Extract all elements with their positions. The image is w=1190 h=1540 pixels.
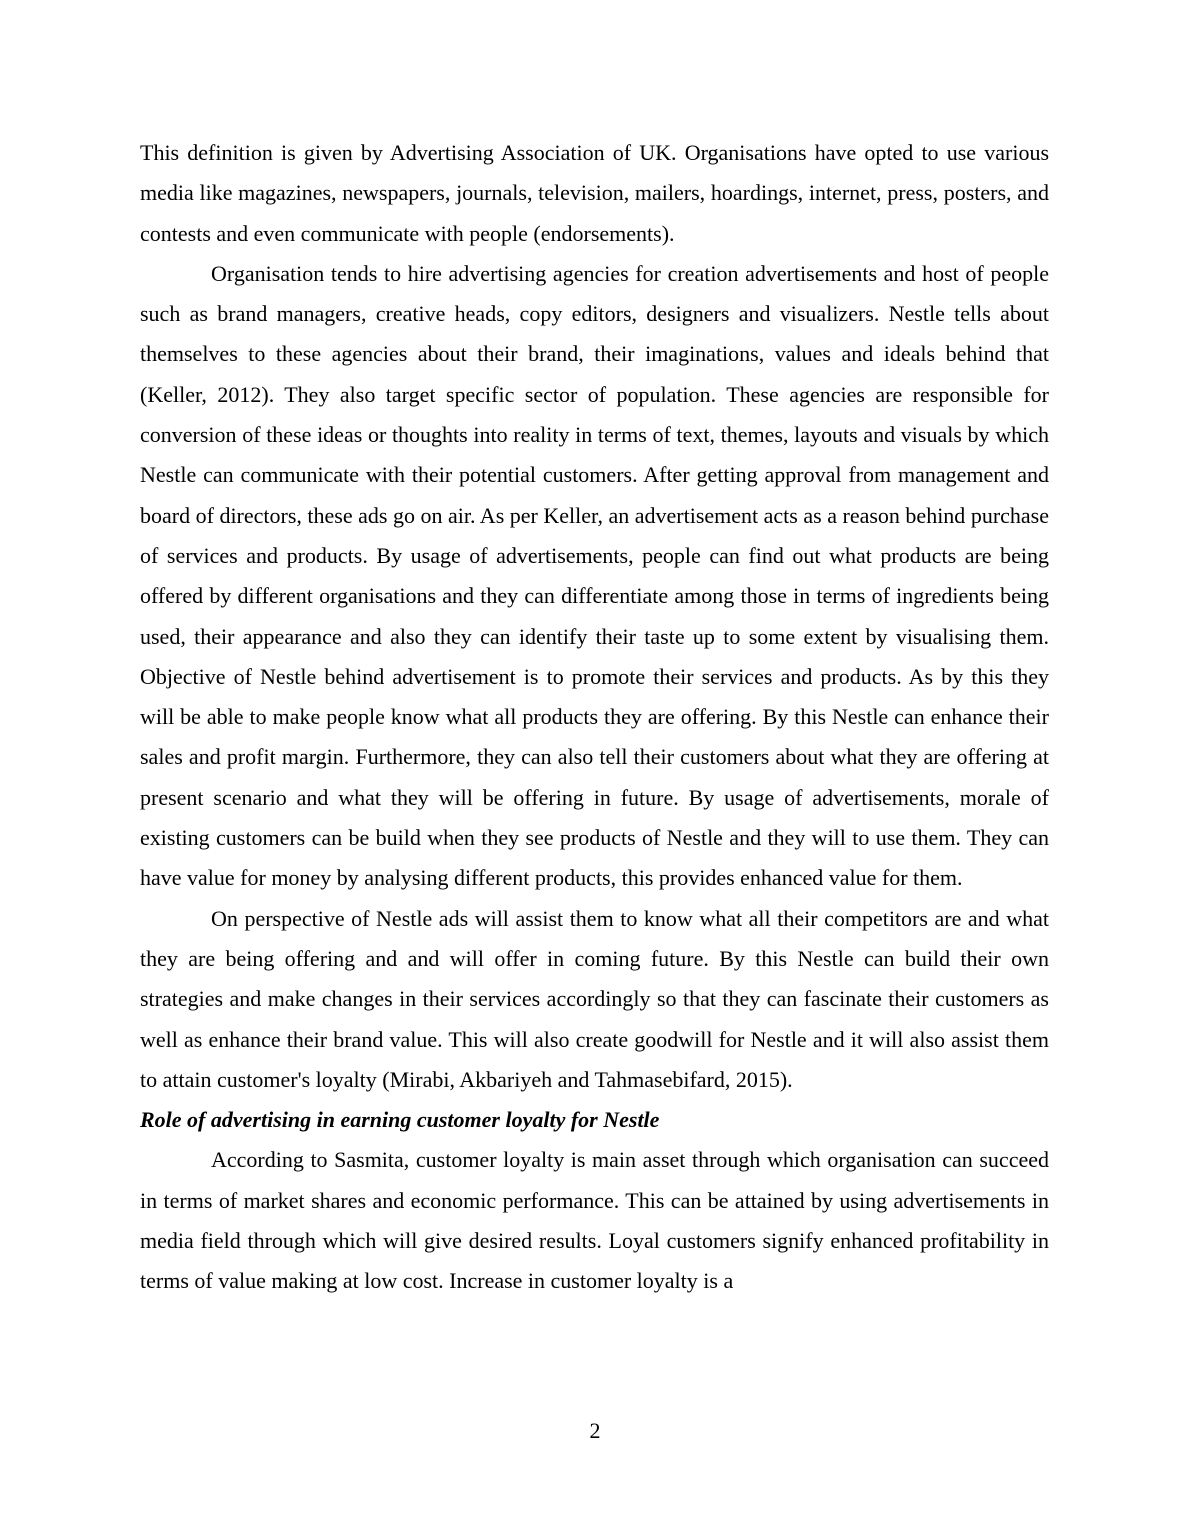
paragraph-advertising-definition: This definition is given by Advertising Association of UK. Organisations have opted to use various media like magazines, newspapers, journals, television, mailers, hoardings, internet, press, posters, and contests and even communicate with people (endorsements). bbox=[140, 140, 1049, 246]
document-page bbox=[140, 133, 1049, 1302]
paragraph-customer-loyalty: According to Sasmita, customer loyalty is main asset through which organisation can succeed in terms of market shares and economic performance. This can be attained by using advertisements in media field through which will give desired results. Loyal customers signify enhanced profitability in terms of value making at low cost. Increase in customer loyalty is a bbox=[140, 1147, 1049, 1294]
section-heading-customer-loyalty: Role of advertising in earning customer loyalty for Nestle bbox=[140, 1107, 660, 1133]
paragraph-competitor-perspective: On perspective of Nestle ads will assist them to know what all their competitors are and what they are being offering and and will offer in coming future. By this Nestle can build their own strategies and make changes in their services accordingly so that they can fascinate their customers as well as enhance their brand value. This will also create goodwill for Nestle and it will also assist them to attain customer's loyalty (Mirabi, Akbariyeh and Tahmasebifard, 2015). bbox=[140, 905, 1049, 1092]
paragraph-advertising-agencies: Organisation tends to hire advertising agencies for creation advertisements and host of people such as brand managers, creative heads, copy editors, designers and visualizers. Nestle tells about themselves to these agencies about their brand, their imaginations, values and ideals behind that (Keller, 2012). They also target specific sector of population. These agencies are responsible for conversion of these ideas or thoughts into reality in terms of text, themes, layouts and visuals by which Nestle can communicate with their potential customers. After getting approval from management and board of directors, these ads go on air. As per Keller, an advertisement acts as a reason behind purchase of services and products. By usage of advertisements, people can find out what products are being offered by different organisations and they can differentiate among those in terms of ingredients being used, their appearance and also they can identify their taste up to some extent by visualising them. Objective of Nestle behind advertisement is to promote their services and products. As by this they will be able to make people know what all products they are offering. By this Nestle can enhance their sales and profit margin. Furthermore, they can also tell their customers about what they are offering at present scenario and what they will be offering in future. By usage of advertisements, morale of existing customers can be build when they see products of Nestle and they will to use them. They can have value for money by analysing different products, this provides enhanced value for them. bbox=[140, 260, 1049, 891]
page-number: 2 bbox=[589, 1418, 601, 1443]
